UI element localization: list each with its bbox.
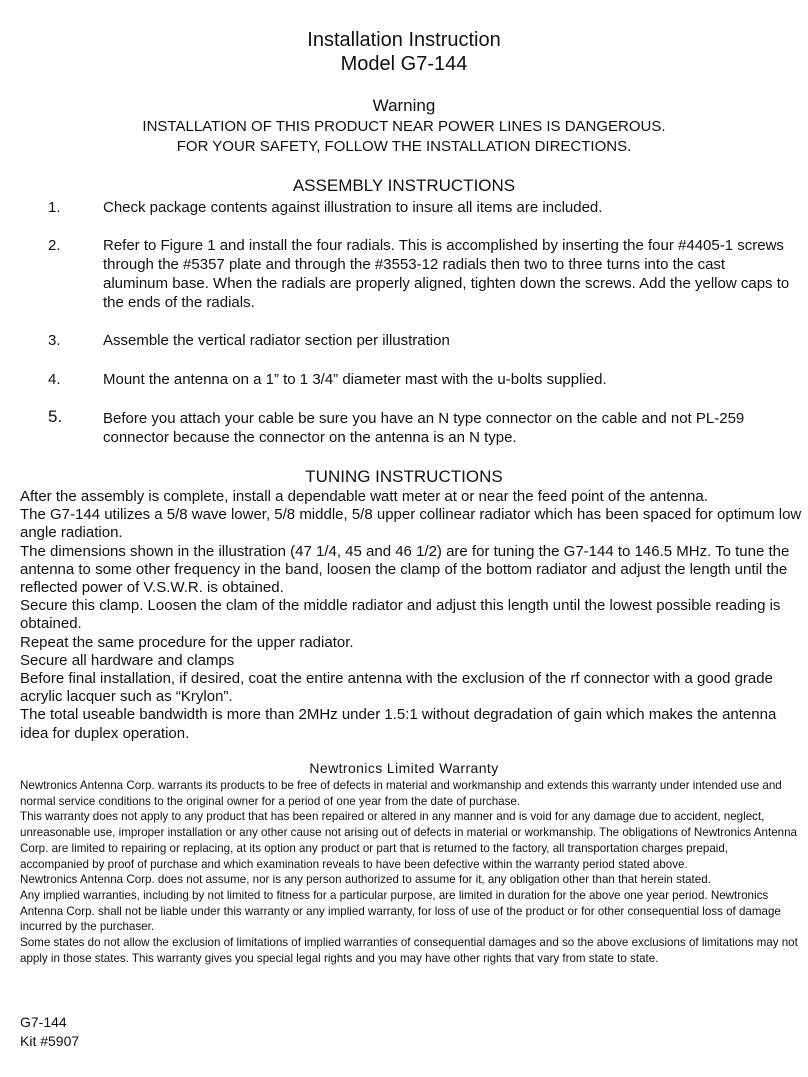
step-number: 3. xyxy=(48,332,61,349)
footer-model: G7-144 xyxy=(20,1014,67,1030)
step-text: Assemble the vertical radiator section per illustration xyxy=(103,332,450,349)
warranty-paragraph: This warranty does not apply to any product that has been repaired or altered in any manner and is void for any damage due to accident, neglect, unreasonable use, improper installation or any other cause not arising out of defects in material or workmanship. The obligations of Newtronics Antenna Corp. are limited to repairing or replacing, at its option any product or part that is returned to the factory, all transportation charges prepaid, accompanied by proof of purchase and which examination reveals to have been defective within the warranty period stated above. xyxy=(20,810,798,871)
warranty-paragraph: Any implied warranties, including by not limited to fitness for a particular purpose, are limited in duration for the above one year period. Newtronics Antenna Corp. shall not be liable under this warranty or any implied warranty, for loss of use of the product or for other consequential loss of damage incurred by the purchaser. xyxy=(20,888,781,934)
step-number: 5. xyxy=(48,407,63,426)
warning-heading: Warning xyxy=(372,96,436,115)
tuning-body xyxy=(20,488,806,743)
step-number: 2. xyxy=(48,237,61,254)
step-number: 4. xyxy=(48,371,61,388)
tuning-paragraph: After the assembly is complete, install a dependable watt meter at or near the feed point of the antenna. xyxy=(20,488,708,505)
warranty-paragraph: Newtronics Antenna Corp. does not assume, nor is any person authorized to assume for it, any obligation other than that herein stated. xyxy=(20,873,711,887)
tuning-heading: TUNING INSTRUCTIONS xyxy=(305,467,503,486)
tuning-paragraph: The dimensions shown in the illustration (47 1/4, 45 and 46 1/2) are for tuning the G7-144 to 146.5 MHz. To tune the antenna to some other frequency in the band, loosen the clamp of the bottom radiator and adjust the length until the reflected power of V.S.W.R. is obtained. xyxy=(20,542,790,597)
tuning-paragraph: Repeat the same procedure for the upper radiator. xyxy=(20,633,354,651)
step-text: Mount the antenna on a 1” to 1 3/4” diameter mast with the u-bolts supplied. xyxy=(103,371,607,388)
page-title: Installation Instruction xyxy=(307,29,501,51)
warranty-paragraph: Some states do not allow the exclusion of limitations of implied warranties of consequential damages and so the above exclusions of limitations may not apply in those states. This warranty gives you special legal rights and you may have other rights that vary from state to state. xyxy=(20,936,798,965)
assembly-heading: ASSEMBLY INSTRUCTIONS xyxy=(292,176,516,195)
tuning-paragraph: Secure this clamp. Loosen the clam of the middle radiator and adjust this length until the lowest possible reading is obtained. xyxy=(20,597,781,633)
tuning-paragraph: Before final installation, if desired, coat the entire antenna with the exclusion of the rf connector with a good grade acrylic lacquer such as “Krylon”. xyxy=(20,670,773,706)
step-text: Before you attach your cable be sure you have an N type connector on the cable and not PL-259 connector because the connector on the antenna is an N type. xyxy=(103,410,745,446)
tuning-paragraph: The G7-144 utilizes a 5/8 wave lower, 5/8 middle, 5/8 upper collinear radiator which has been spaced for optimum low angle radiation. xyxy=(20,506,802,542)
warning-line-2: FOR YOUR SAFETY, FOLLOW THE INSTALLATION DIRECTIONS. xyxy=(176,138,632,155)
step-text: Check package contents against illustration to insure all items are included. xyxy=(103,199,603,216)
warranty-paragraph: Newtronics Antenna Corp. warrants its products to be free of defects in material and workmanship and extends this warranty under intended use and normal service conditions to the original owner for a period of one year from the date of purchase. xyxy=(20,779,782,808)
warranty-heading: Newtronics Limited Warranty xyxy=(309,760,499,776)
tuning-paragraph: Secure all hardware and clamps xyxy=(20,651,235,669)
step-number: 1. xyxy=(48,199,61,216)
footer-kit: Kit #5907 xyxy=(20,1033,80,1049)
step-text: Refer to Figure 1 and install the four radials. This is accomplished by inserting the four #4405-1 screws through the #5357 plate and through the #3553-12 radials then two to three turns into the cast aluminum base. When the radials are properly aligned, tighten down the screws. Add the yellow caps to the ends of the radials. xyxy=(103,237,790,311)
warranty-body xyxy=(20,778,800,966)
warning-line-1: INSTALLATION OF THIS PRODUCT NEAR POWER LINES IS DANGEROUS. xyxy=(142,118,666,135)
tuning-paragraph: The total useable bandwidth is more than 2MHz under 1.5:1 without degradation of gain which makes the antenna idea for duplex operation. xyxy=(20,706,777,742)
model-subtitle: Model G7-144 xyxy=(340,53,468,75)
